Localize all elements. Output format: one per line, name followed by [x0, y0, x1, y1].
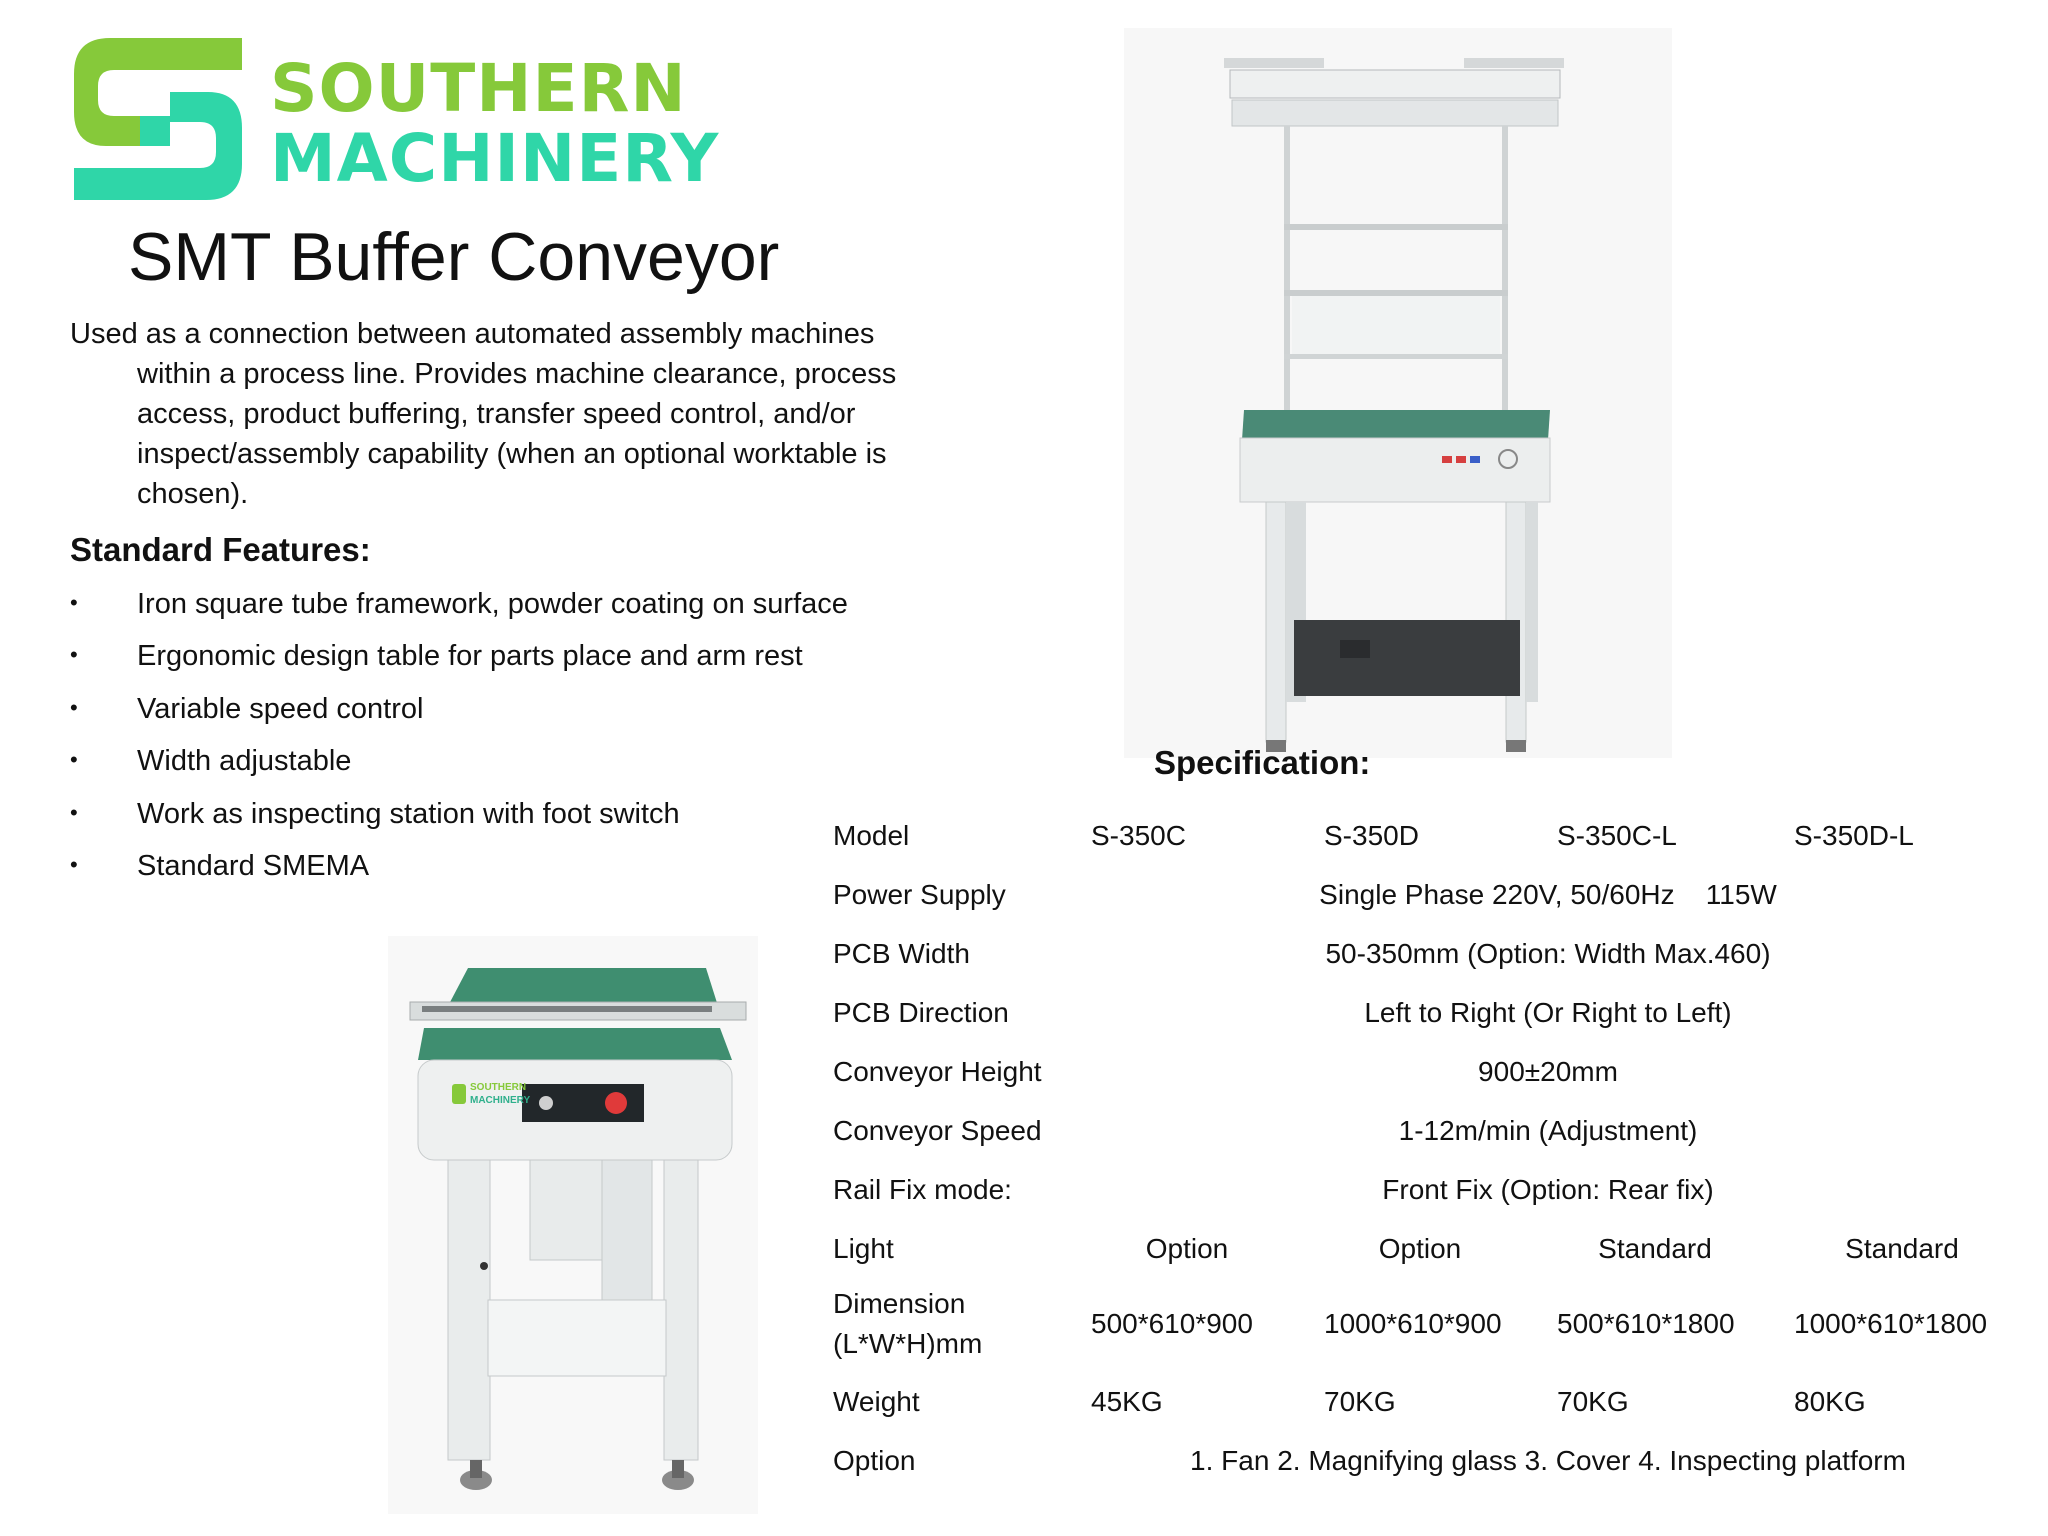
- description-line: inspect/assembly capability (when an optional worktable is: [137, 438, 887, 470]
- tall-conveyor-photo: [1124, 28, 1672, 758]
- feature-text: Standard SMEMA: [137, 850, 370, 882]
- description-line: Used as a connection between automated assembly machines: [70, 318, 875, 350]
- bullet-icon: •: [70, 695, 78, 720]
- feature-text: Variable speed control: [137, 693, 424, 725]
- spec-label: Conveyor Speed: [833, 1115, 1042, 1146]
- spec-label: Power Supply: [833, 879, 1006, 910]
- spec-model: S-350C-L: [1557, 820, 1677, 851]
- spec-model: S-350D-L: [1794, 820, 1914, 851]
- spec-label: (L*W*H)mm: [833, 1328, 983, 1359]
- description: [70, 314, 970, 514]
- spec-value: 900±20mm: [1478, 1056, 1618, 1087]
- spec-dimension: 500*610*900: [1091, 1308, 1253, 1339]
- spec-model: S-350C: [1091, 820, 1186, 851]
- spec-dimension: 1000*610*1800: [1794, 1308, 1988, 1339]
- feature-text: Work as inspecting station with foot switch: [137, 798, 680, 830]
- feature-text: Width adjustable: [137, 745, 352, 777]
- short-conveyor-photo: [388, 936, 758, 1514]
- feature-text: Iron square tube framework, powder coating on surface: [137, 588, 848, 620]
- spec-value: Left to Right (Or Right to Left): [1364, 997, 1732, 1028]
- spec-label: Model: [833, 820, 910, 851]
- spec-model: S-350D: [1324, 820, 1419, 851]
- tall-conveyor-illustration: [1124, 28, 1672, 758]
- spec-value: Front Fix (Option: Rear fix): [1382, 1174, 1714, 1205]
- spec-weight: 70KG: [1324, 1386, 1396, 1417]
- features-list: [70, 588, 850, 888]
- description-line: access, product buffering, transfer speed control, and/or: [137, 398, 856, 430]
- spec-label: PCB Width: [833, 938, 970, 969]
- bullet-icon: •: [70, 642, 78, 667]
- feature-text: Ergonomic design table for parts place and arm rest: [137, 640, 803, 672]
- spec-label: Weight: [833, 1386, 920, 1417]
- spec-weight: 70KG: [1557, 1386, 1629, 1417]
- spec-light: Option: [1145, 1233, 1229, 1264]
- spec-value: 1-12m/min (Adjustment): [1398, 1115, 1698, 1146]
- page-title: SMT Buffer Conveyor: [128, 219, 780, 295]
- spec-label: Rail Fix mode:: [833, 1174, 1012, 1205]
- bullet-icon: •: [70, 747, 78, 772]
- spec-light: Option: [1378, 1233, 1462, 1264]
- spec-weight: 80KG: [1794, 1386, 1866, 1417]
- badge-logo-icon: [452, 1084, 466, 1104]
- conveyor-badge: [452, 1080, 531, 1120]
- spec-light: Standard: [1845, 1233, 1959, 1264]
- spec-weight: 45KG: [1091, 1386, 1163, 1417]
- bullet-icon: •: [70, 852, 78, 877]
- brand-logo: [70, 34, 720, 204]
- spec-value: 1. Fan 2. Magnifying glass 3. Cover 4. Inspecting platform: [1190, 1445, 1906, 1476]
- spec-label: Light: [833, 1233, 894, 1264]
- badge-line2: MACHINERY: [470, 1095, 531, 1106]
- brand-line1: SOUTHERN: [270, 50, 687, 127]
- spec-dimension: 1000*610*900: [1324, 1308, 1502, 1339]
- spec-value: Single Phase 220V, 50/60Hz 115W: [1319, 879, 1777, 910]
- spec-label: Dimension: [833, 1288, 966, 1319]
- spec-label: Conveyor Height: [833, 1056, 1042, 1087]
- spec-light: Standard: [1598, 1233, 1712, 1264]
- spec-label: Option: [833, 1445, 916, 1476]
- bullet-icon: •: [70, 590, 78, 615]
- description-line: within a process line. Provides machine clearance, process: [137, 358, 897, 390]
- description-line: chosen).: [137, 478, 249, 510]
- logo-mark-icon: [70, 34, 250, 204]
- spec-label: PCB Direction: [833, 997, 1009, 1028]
- spec-heading: Specification:: [1154, 744, 1371, 781]
- spec-dimension: 500*610*1800: [1557, 1308, 1735, 1339]
- badge-line1: SOUTHERN: [470, 1082, 527, 1093]
- features-heading: Standard Features:: [70, 531, 371, 568]
- brand-line2: MACHINERY: [270, 120, 720, 197]
- bullet-icon: •: [70, 800, 78, 825]
- short-conveyor-illustration: [388, 936, 758, 1514]
- spec-value: 50-350mm (Option: Width Max.460): [1325, 938, 1771, 969]
